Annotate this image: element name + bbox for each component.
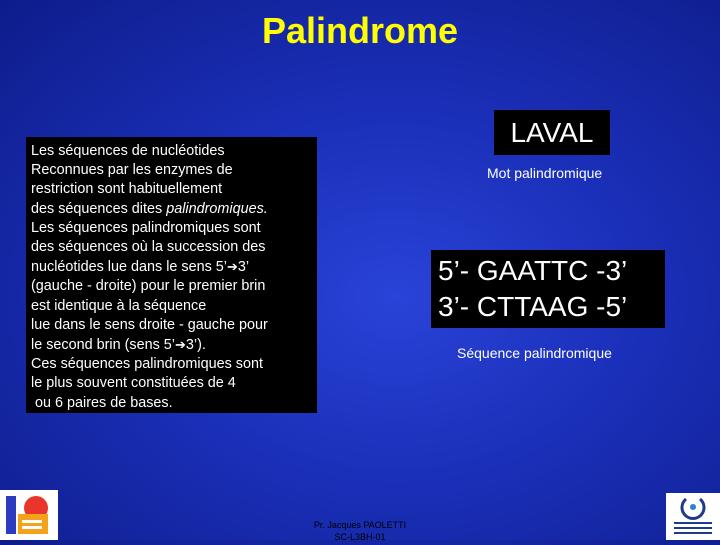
- author-name: Pr. Jacques PAOLETTI: [313, 520, 407, 530]
- definition-line: Ces séquences palindromiques sont: [31, 356, 263, 373]
- definition-line: lue dans le sens droite - gauche pour: [31, 316, 268, 333]
- definition-line: Les séquences palindromiques sont: [31, 219, 261, 236]
- definition-line-text: le second brin (sens 5’: [31, 337, 175, 354]
- palindrome-sequence-box: [431, 250, 665, 328]
- palindrome-word-caption: Mot palindromique: [487, 165, 603, 181]
- definition-line: (gauche - droite) pour le premier brin: [31, 278, 266, 295]
- page-title: Palindrome: [261, 10, 459, 51]
- course-code: SC-L3BH-01: [334, 532, 386, 542]
- palindromiques-emphasis: palindromiques.: [166, 200, 268, 217]
- definition-line: des séquences où la succession des: [31, 239, 266, 256]
- definition-line: [31, 257, 317, 277]
- definition-line-text: 3’: [237, 259, 250, 276]
- centre-biophysique-moleculaire-logo: [666, 493, 720, 540]
- definition-line: ou 6 paires de bases.: [31, 394, 173, 411]
- right-arrow-icon: ➔: [174, 337, 186, 353]
- sequence-line-top: 5’- GAATTC -3’: [438, 255, 628, 286]
- definition-text-box: [26, 137, 317, 413]
- definition-line-text: des séquences dites: [31, 200, 167, 217]
- definition-line: [31, 200, 317, 219]
- university-logo: [0, 490, 58, 540]
- right-arrow-icon: ➔: [227, 259, 238, 275]
- definition-line: est identique à la séquence: [31, 297, 207, 314]
- palindrome-sequence-caption: Séquence palindromique: [457, 345, 612, 361]
- definition-line-text: 3’).: [185, 337, 206, 354]
- sequence-line-bottom: 3’- CTTAAG -5’: [438, 291, 628, 322]
- definition-line: le plus souvent constituées de 4: [31, 375, 236, 392]
- author-credit: [290, 519, 430, 543]
- palindrome-word-box: LAVAL: [494, 110, 610, 155]
- definition-line: Reconnues par les enzymes de: [31, 162, 233, 179]
- definition-line: [31, 335, 317, 355]
- definition-line: Les séquences de nucléotides: [31, 143, 225, 159]
- definition-line: restriction sont habituellement: [31, 181, 223, 198]
- definition-line-text: nucléotides lue dans le sens 5’: [31, 259, 228, 276]
